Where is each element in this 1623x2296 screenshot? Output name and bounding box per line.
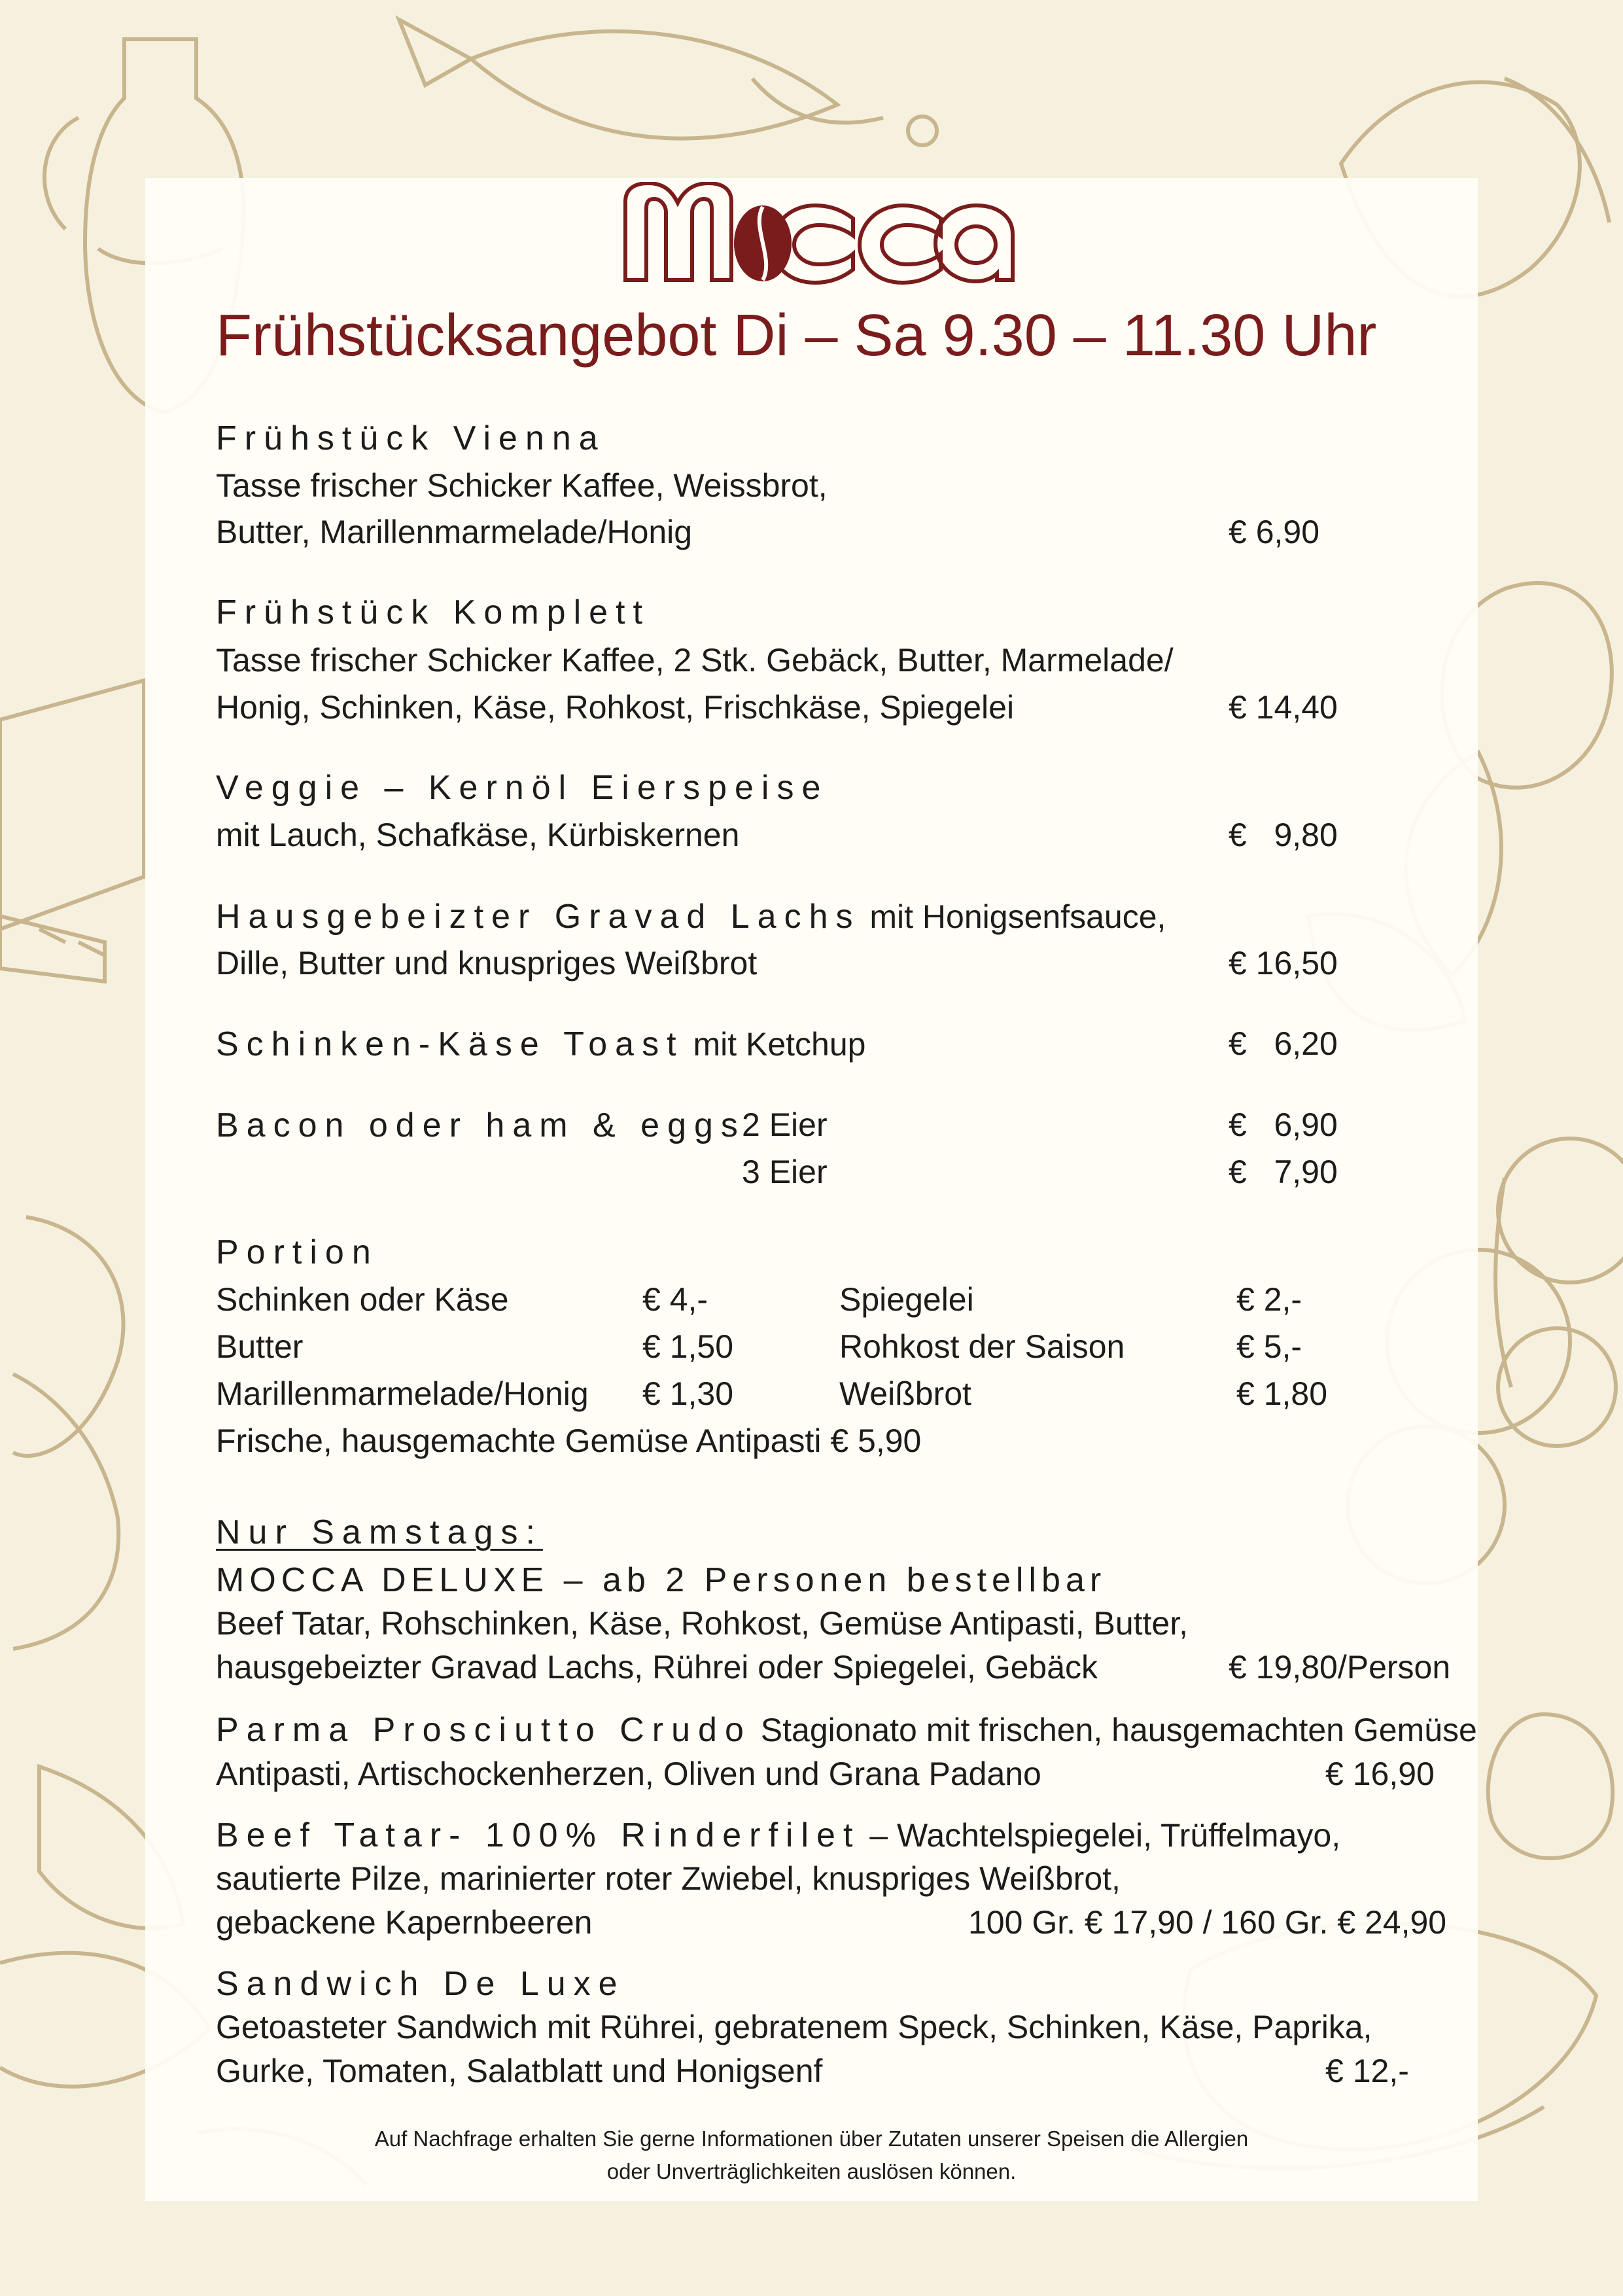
item-lachs-price: € 16,50 <box>1229 945 1338 981</box>
parma-desc-1: Antipasti, Artischockenherzen, Oliven und Grana Padano <box>216 1756 1041 1792</box>
sandwich-name: Sandwich De Luxe <box>216 1965 625 2003</box>
portion-heading: Portion <box>216 1233 379 1271</box>
portion-left-name-3: Marillenmarmelade/Honig <box>216 1375 589 1412</box>
tatar-desc-2: gebackene Kapernbeeren <box>216 1904 593 1941</box>
tatar-suffix: – Wachtelspiegelei, Trüffelmayo, <box>860 1817 1341 1854</box>
item-vienna-desc-2: Butter, Marillenmarmelade/Honig <box>216 514 693 550</box>
parma-price: € 16,90 <box>1325 1756 1435 1792</box>
item-toast-name <box>216 1025 865 1064</box>
item-bacon-opt2-price: € 7,90 <box>1229 1154 1338 1190</box>
deluxe-name: MOCCA DELUXE – ab 2 Personen bestellbar <box>216 1561 1107 1599</box>
item-lachs-desc-1: Dille, Butter und knuspriges Weißbrot <box>216 945 758 981</box>
tatar-name <box>216 1816 1340 1855</box>
item-vienna-name: Frühstück Vienna <box>216 419 606 457</box>
portion-left-price-2: € 1,50 <box>642 1328 734 1365</box>
portion-antipasti: Frische, hausgemachte Gemüse Antipasti € 5,90 <box>216 1422 922 1459</box>
tatar-price: 100 Gr. € 17,90 / 160 Gr. € 24,90 <box>968 1904 1447 1941</box>
portion-right-name-3: Weißbrot <box>839 1375 971 1412</box>
parma-suffix: Stagionato mit frischen, hausgemachten Gemüse <box>751 1712 1477 1748</box>
allergen-note-1: Auf Nachfrage erhalten Sie gerne Informationen über Zutaten unserer Speisen die Allergien <box>374 2127 1249 2151</box>
item-veggie-desc-1: mit Lauch, Schafkäse, Kürbiskernen <box>216 817 740 853</box>
deluxe-desc-2: hausgebeizter Gravad Lachs, Rührei oder Spiegelei, Gebäck <box>216 1649 1098 1686</box>
item-veggie-price: € 9,80 <box>1229 817 1338 853</box>
item-vienna-price: € 6,90 <box>1229 514 1320 550</box>
portion-left-name-2: Butter <box>216 1328 304 1365</box>
item-toast-price: € 6,20 <box>1229 1025 1338 1062</box>
sandwich-desc-1: Getoasteter Sandwich mit Rührei, gebratenem Speck, Schinken, Käse, Paprika, <box>216 2009 1372 2045</box>
item-bacon-opt1-price: € 6,90 <box>1229 1106 1338 1143</box>
item-komplett-desc-1: Tasse frischer Schicker Kaffee, 2 Stk. Gebäck, Butter, Marmelade/ <box>216 642 1174 679</box>
item-lachs-title: Hausgebeizter Gravad Lachs <box>216 898 861 936</box>
item-vienna-desc-1: Tasse frischer Schicker Kaffee, Weissbrot, <box>216 467 828 504</box>
allergen-note-2: oder Unverträglichkeiten auslösen können. <box>606 2159 1017 2183</box>
portion-left-price-3: € 1,30 <box>642 1375 734 1412</box>
item-veggie-name: Veggie – Kernöl Eierspeise <box>216 769 829 807</box>
item-komplett-price: € 14,40 <box>1229 689 1338 726</box>
parma-title: Parma Prosciutto Crudo <box>216 1711 752 1749</box>
portion-right-price-1: € 2,- <box>1236 1281 1302 1318</box>
coffee-bean-icon <box>734 205 792 281</box>
deluxe-desc-1: Beef Tatar, Rohschinken, Käse, Rohkost, Gemüse Antipasti, Butter, <box>216 1605 1189 1642</box>
page-title: Frühstücksangebot Di – Sa 9.30 – 11.30 Uhr <box>216 303 1377 368</box>
parma-name <box>216 1710 1477 1750</box>
item-komplett-desc-2: Honig, Schinken, Käse, Rohkost, Frischkäse, Spiegelei <box>216 689 1015 726</box>
tatar-desc-1: sautierte Pilze, marinierter roter Zwiebel, knuspriges Weißbrot, <box>216 1860 1121 1897</box>
portion-right-price-2: € 5,- <box>1236 1328 1302 1365</box>
portion-right-name-2: Rohkost der Saison <box>839 1328 1125 1365</box>
item-bacon-name: Bacon oder ham & eggs <box>216 1106 746 1144</box>
item-toast-title: Schinken-Käse Toast <box>216 1025 684 1063</box>
deluxe-price: € 19,80/Person <box>1229 1649 1451 1686</box>
item-bacon-opt1-label: 2 Eier <box>742 1106 828 1143</box>
sandwich-price: € 12,- <box>1325 2053 1409 2089</box>
item-bacon-opt2-label: 3 Eier <box>742 1154 828 1190</box>
item-komplett-name: Frühstück Komplett <box>216 593 650 631</box>
mocca-logo <box>620 182 1019 287</box>
tatar-title: Beef Tatar- 100% Rinderfilet <box>216 1816 861 1854</box>
sandwich-desc-2: Gurke, Tomaten, Salatblatt und Honigsenf <box>216 2053 823 2089</box>
portion-right-name-1: Spiegelei <box>839 1281 974 1318</box>
item-lachs-name <box>216 897 1166 936</box>
portion-left-price-1: € 4,- <box>642 1281 708 1318</box>
item-lachs-suffix: mit Honigsenfsauce, <box>860 898 1166 935</box>
saturday-heading: Nur Samstags: <box>216 1513 543 1551</box>
item-toast-suffix: mit Ketchup <box>684 1026 866 1063</box>
portion-right-price-3: € 1,80 <box>1236 1375 1328 1412</box>
portion-left-name-1: Schinken oder Käse <box>216 1281 509 1318</box>
